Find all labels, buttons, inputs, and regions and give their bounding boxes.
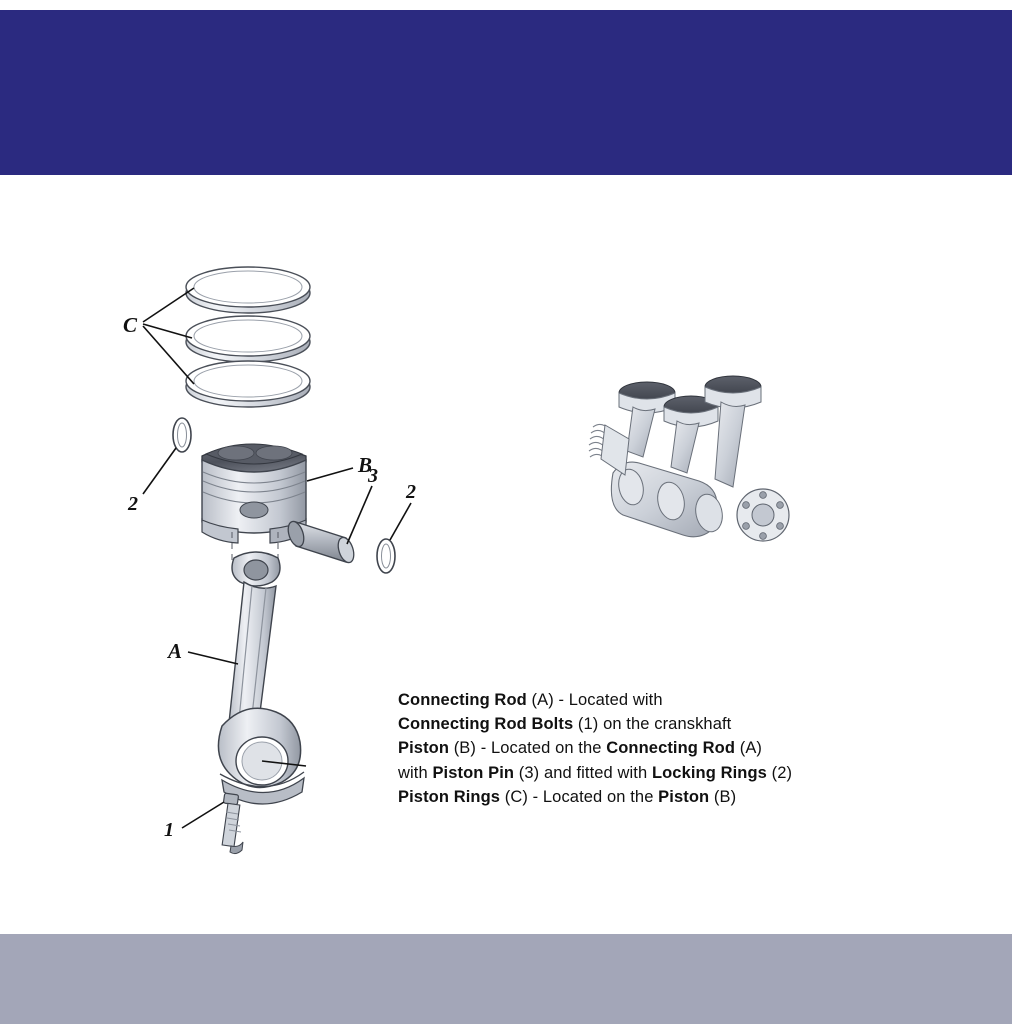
part-connecting-rod (218, 552, 304, 804)
caption-text: (1) on the cranskhaft (573, 715, 732, 734)
callout-label-1: 1 (164, 819, 174, 841)
callout-label-2-bottom: 2 (406, 481, 416, 503)
callout-label-3: 3 (368, 465, 378, 487)
caption-term: Connecting Rod (398, 691, 527, 709)
parts-caption (398, 688, 898, 809)
leader-line-piston (307, 468, 353, 481)
caption-term: Connecting Rod Bolts (398, 715, 574, 734)
leader-line-locking-ring-bottom (390, 503, 411, 540)
part-piston-pin (285, 519, 356, 564)
caption-term: Piston Rings (398, 787, 501, 806)
caption-text: (B) - Located on the (449, 739, 607, 758)
assembly-piston-middle (664, 396, 718, 473)
caption-term: Locking Rings (651, 763, 767, 782)
caption-line (398, 785, 898, 809)
leader-line-connecting-rod (188, 652, 238, 664)
caption-text: (A) - Located with (526, 691, 663, 709)
assembly-piston-front (705, 376, 761, 487)
callout-label-2-top: 2 (128, 493, 138, 515)
caption-text: (2) (766, 763, 793, 782)
callout-label-A: A (168, 639, 183, 663)
bottom-color-band (0, 934, 1012, 1024)
part-locking-ring-bottom (377, 539, 395, 573)
caption-text: (C) - Located on the (500, 787, 659, 806)
caption-term: Piston (658, 787, 710, 806)
caption-text: with (398, 763, 433, 782)
caption-term: Connecting Rod (606, 739, 736, 758)
caption-term: Piston Pin (432, 763, 515, 782)
leader-line-locking-ring-top (143, 448, 176, 494)
part-locking-ring-top (173, 418, 191, 452)
leader-lines-piston-rings (143, 288, 194, 384)
part-piston-rings (186, 267, 310, 407)
caption-text: (A) (735, 739, 763, 758)
top-color-band (0, 10, 1012, 175)
caption-line (398, 761, 898, 785)
callout-label-C: C (123, 313, 138, 337)
leader-line-piston-pin (347, 486, 372, 544)
callout-label-B: B (358, 453, 373, 477)
caption-text: (B) (709, 787, 737, 806)
caption-text: (3) and fitted with (514, 763, 652, 782)
caption-line (398, 688, 898, 712)
caption-line (398, 736, 898, 760)
caption-line (398, 712, 898, 736)
crankshaft-assembly-illustration (585, 355, 825, 585)
part-connecting-rod-bolt (222, 793, 243, 854)
leader-line-bolt (182, 802, 224, 828)
caption-term: Piston (398, 739, 450, 758)
